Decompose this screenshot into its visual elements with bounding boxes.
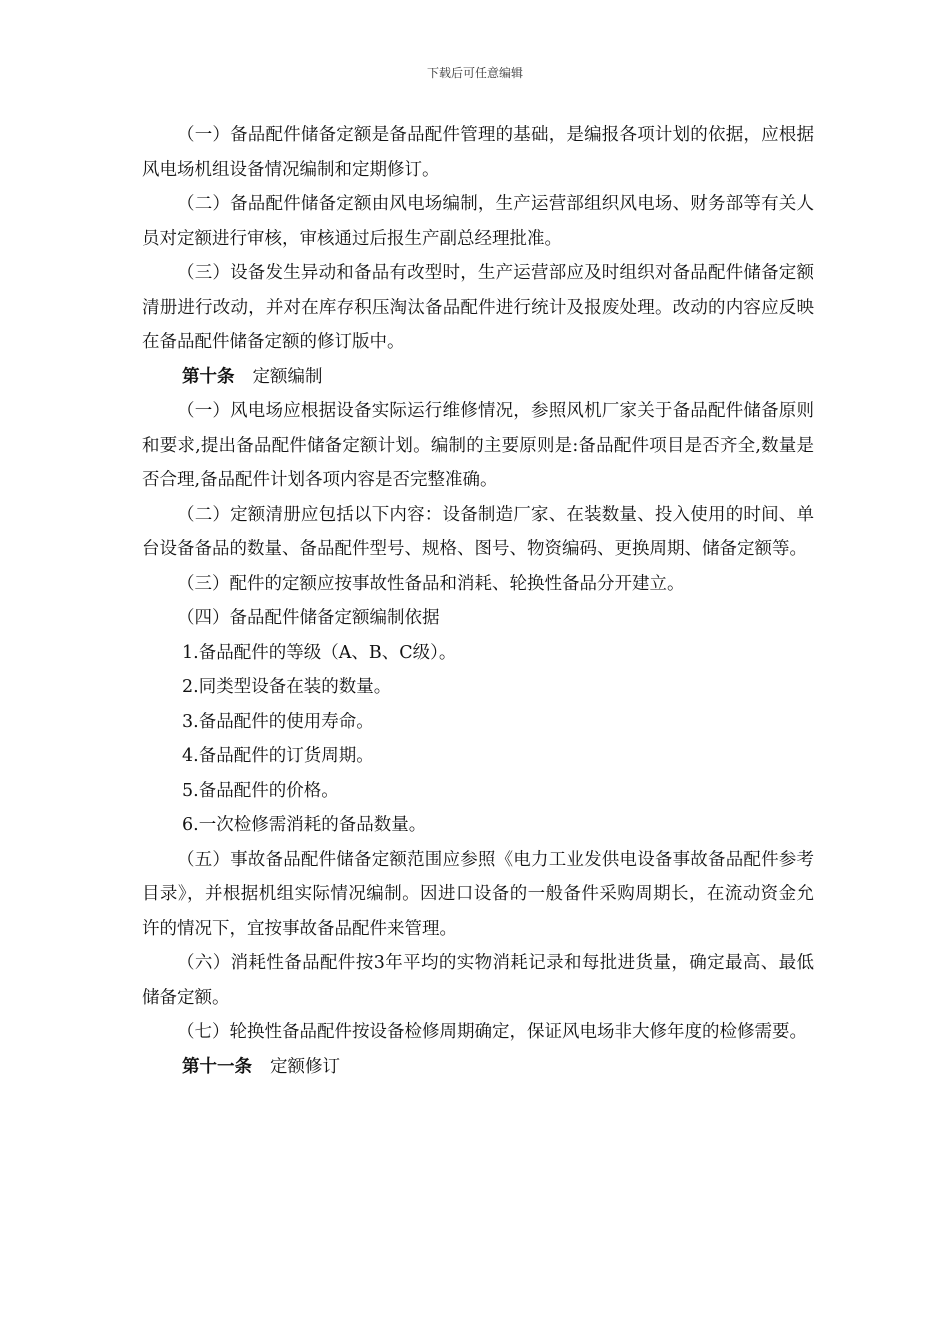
- list-item: 4.备品配件的订货周期。: [182, 746, 374, 766]
- paragraph-1: （一）备品配件储备定额是备品配件管理的基础，是编报各项计划的依据，应根据风电场机组设备情况编制和定期修订。: [142, 125, 814, 180]
- paragraph-3: （三）设备发生异动和备品有改型时，生产运营部应及时组织对备品配件储备定额清册进行改动，并对在库存积压淘汰备品配件进行统计及报废处理。改动的内容应反映在备品配件储备定额的修订版中。: [142, 263, 814, 352]
- list-item: 5.备品配件的价格。: [182, 780, 339, 801]
- article-11-number: 第十一条: [182, 1056, 252, 1077]
- paragraph-7: （四）备品配件储备定额编制依据: [177, 608, 440, 628]
- paragraph-8: （五）事故备品配件储备定额范围应参照《电力工业发供电设备事故备品配件参考目录》，并根据机组实际情况编制。因进口设备的一般备件采购周期长，在流动资金允许的情况下，宜按事故备品配件来管理。: [142, 849, 814, 939]
- article-10-title: 定额编制: [252, 366, 323, 387]
- paragraph-2: （二）备品配件储备定额由风电场编制，生产运营部组织风电场、财务部等有关人员对定额进行审核，审核通过后报生产副总经理批准。: [142, 194, 814, 249]
- article-10-heading: [142, 360, 814, 395]
- paragraph-10: （七）轮换性备品配件按设备检修周期确定，保证风电场非大修年度的检修需要。: [177, 1022, 807, 1042]
- page-header: 下载后可任意编辑: [426, 66, 523, 80]
- list-item: 2.同类型设备在装的数量。: [182, 677, 392, 697]
- list-item: 1.备品配件的等级（A、B、C级）。: [182, 642, 457, 663]
- paragraph-5: （二）定额清册应包括以下内容：设备制造厂家、在装数量、投入使用的时间、单台设备备品的数量、备品配件型号、规格、图号、物资编码、更换周期、储备定额等。: [142, 504, 814, 559]
- paragraph-4: （一）风电场应根据设备实际运行维修情况，参照风机厂家关于备品配件储备原则和要求,提出备品配件储备定额计划。编制的主要原则是:备品配件项目是否齐全,数量是否合理,备品配件计划各项内容是否完整准确。: [142, 401, 814, 490]
- article-11-heading: [142, 1050, 814, 1085]
- paragraph-6: （三）配件的定额应按事故性备品和消耗、轮换性备品分开建立。: [177, 573, 685, 594]
- article-11-title: 定额修订: [270, 1056, 340, 1077]
- document-body: [142, 118, 814, 1084]
- article-10-number: 第十条: [182, 366, 235, 387]
- list-item: 6.一次检修需消耗的备品数量。: [182, 815, 427, 835]
- paragraph-9: （六）消耗性备品配件按3年平均的实物消耗记录和每批进货量，确定最高、最低储备定额。: [142, 953, 814, 1008]
- list-item: 3.备品配件的使用寿命。: [182, 711, 374, 732]
